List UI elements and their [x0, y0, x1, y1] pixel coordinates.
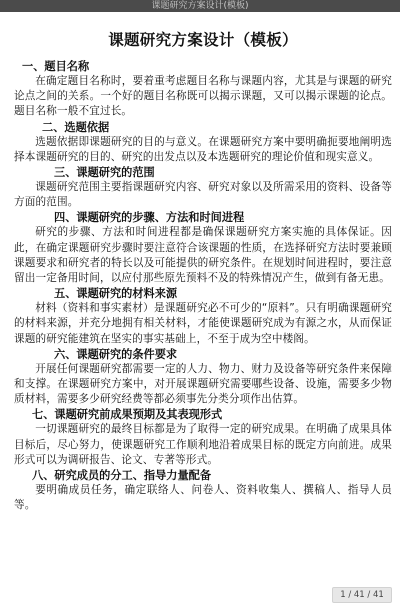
section-body: 一切课题研究的最终目标都是为了取得一定的研究成果。在明确了成果具体目标后，尽心努力，使课题研究工作顺利地沿着成果目标的既定方向前进。成果形式可以为调研报告、论文、专著等形式。: [14, 423, 392, 466]
section-body: 在确定题目名称时，要着重考虑题目名称与课题内容，尤其是与课题的研究论点之间的关系。一个好的题目名称既可以揭示课题，又可以揭示课题的论点。题目名称一般不宜过长。: [14, 75, 392, 118]
section-heading: 七、课题研究前成果预期及其表现形式: [32, 408, 223, 422]
section-7: [14, 407, 392, 468]
section-5: [14, 286, 392, 347]
section-heading: 一、题目名称: [22, 60, 90, 73]
section-body: 课题研究范围主要指课题研究内容、研究对象以及所需采用的资料、设备等方面的范围。: [14, 181, 392, 209]
section-4: [14, 210, 392, 286]
section-2: [14, 120, 392, 165]
section-heading: 四、课题研究的步骤、方法和时间进程: [54, 211, 245, 225]
document-title: 课题研究方案设计（模板）: [108, 31, 298, 49]
section-6: [14, 347, 392, 408]
section-body: 开展任何课题研究都需要一定的人力、物力、财力及设备等研究条件来保障和支撑。在课题研究方案中，对开展课题研究需要哪些设备、设施，需要多少物质材料，需要多少研究经费等都必须事先分类分项作出估算。: [14, 362, 392, 406]
section-8: [14, 468, 392, 513]
section-heading: 二、选题依据: [42, 120, 110, 134]
document-page: [14, 30, 392, 513]
section-body: 选题依据即课题研究的目的与意义。在课题研究方案中要明确扼要地阐明选择本课题研究的目的、研究的出发点以及本选题研究的理论价值和现实意义。: [14, 135, 392, 163]
page-indicator: [332, 587, 392, 603]
section-body: 材料（资料和事实素材）是课题研究必不可少的“原料”。只有明确课题研究的材料来源，并充分地拥有相关材料，才能使课题研究成为有源之水，从而保证课题的研究能建筑在坚实的事实基础上，不至于成为空中楼阁。: [14, 302, 392, 345]
page-indicator-text: 1 / 41 / 41: [340, 590, 384, 600]
section-heading: 三、课题研究的范围: [54, 166, 155, 180]
section-body: 要明确成员任务，确定联络人、问卷人、资料收集人、撰稿人、指导人员等。: [14, 484, 392, 512]
section-body: 研究的步骤、方法和时间进程都是确保课题研究方案实施的具体保证。因此，在确定课题研究步骤时要注意符合该课题的性质，在选择研究方法时要兼顾课题要求和研究者的特长以及可能提供的研究条件。在规划时间进程时，要注意留出一定备用时间，以应付那些原先预料不及的特殊情况产生，做到有备无患。: [14, 226, 392, 285]
section-3: [14, 165, 392, 210]
section-heading: 六、课题研究的条件要求: [54, 347, 178, 361]
section-1: [14, 59, 392, 120]
section-heading: 八、研究成员的分工、指导力量配备: [32, 469, 212, 483]
section-heading: 五、课题研究的材料来源: [54, 287, 178, 301]
document-header-bar: [0, 0, 400, 12]
document-header-text: 课题研究方案设计(模板): [151, 1, 249, 11]
